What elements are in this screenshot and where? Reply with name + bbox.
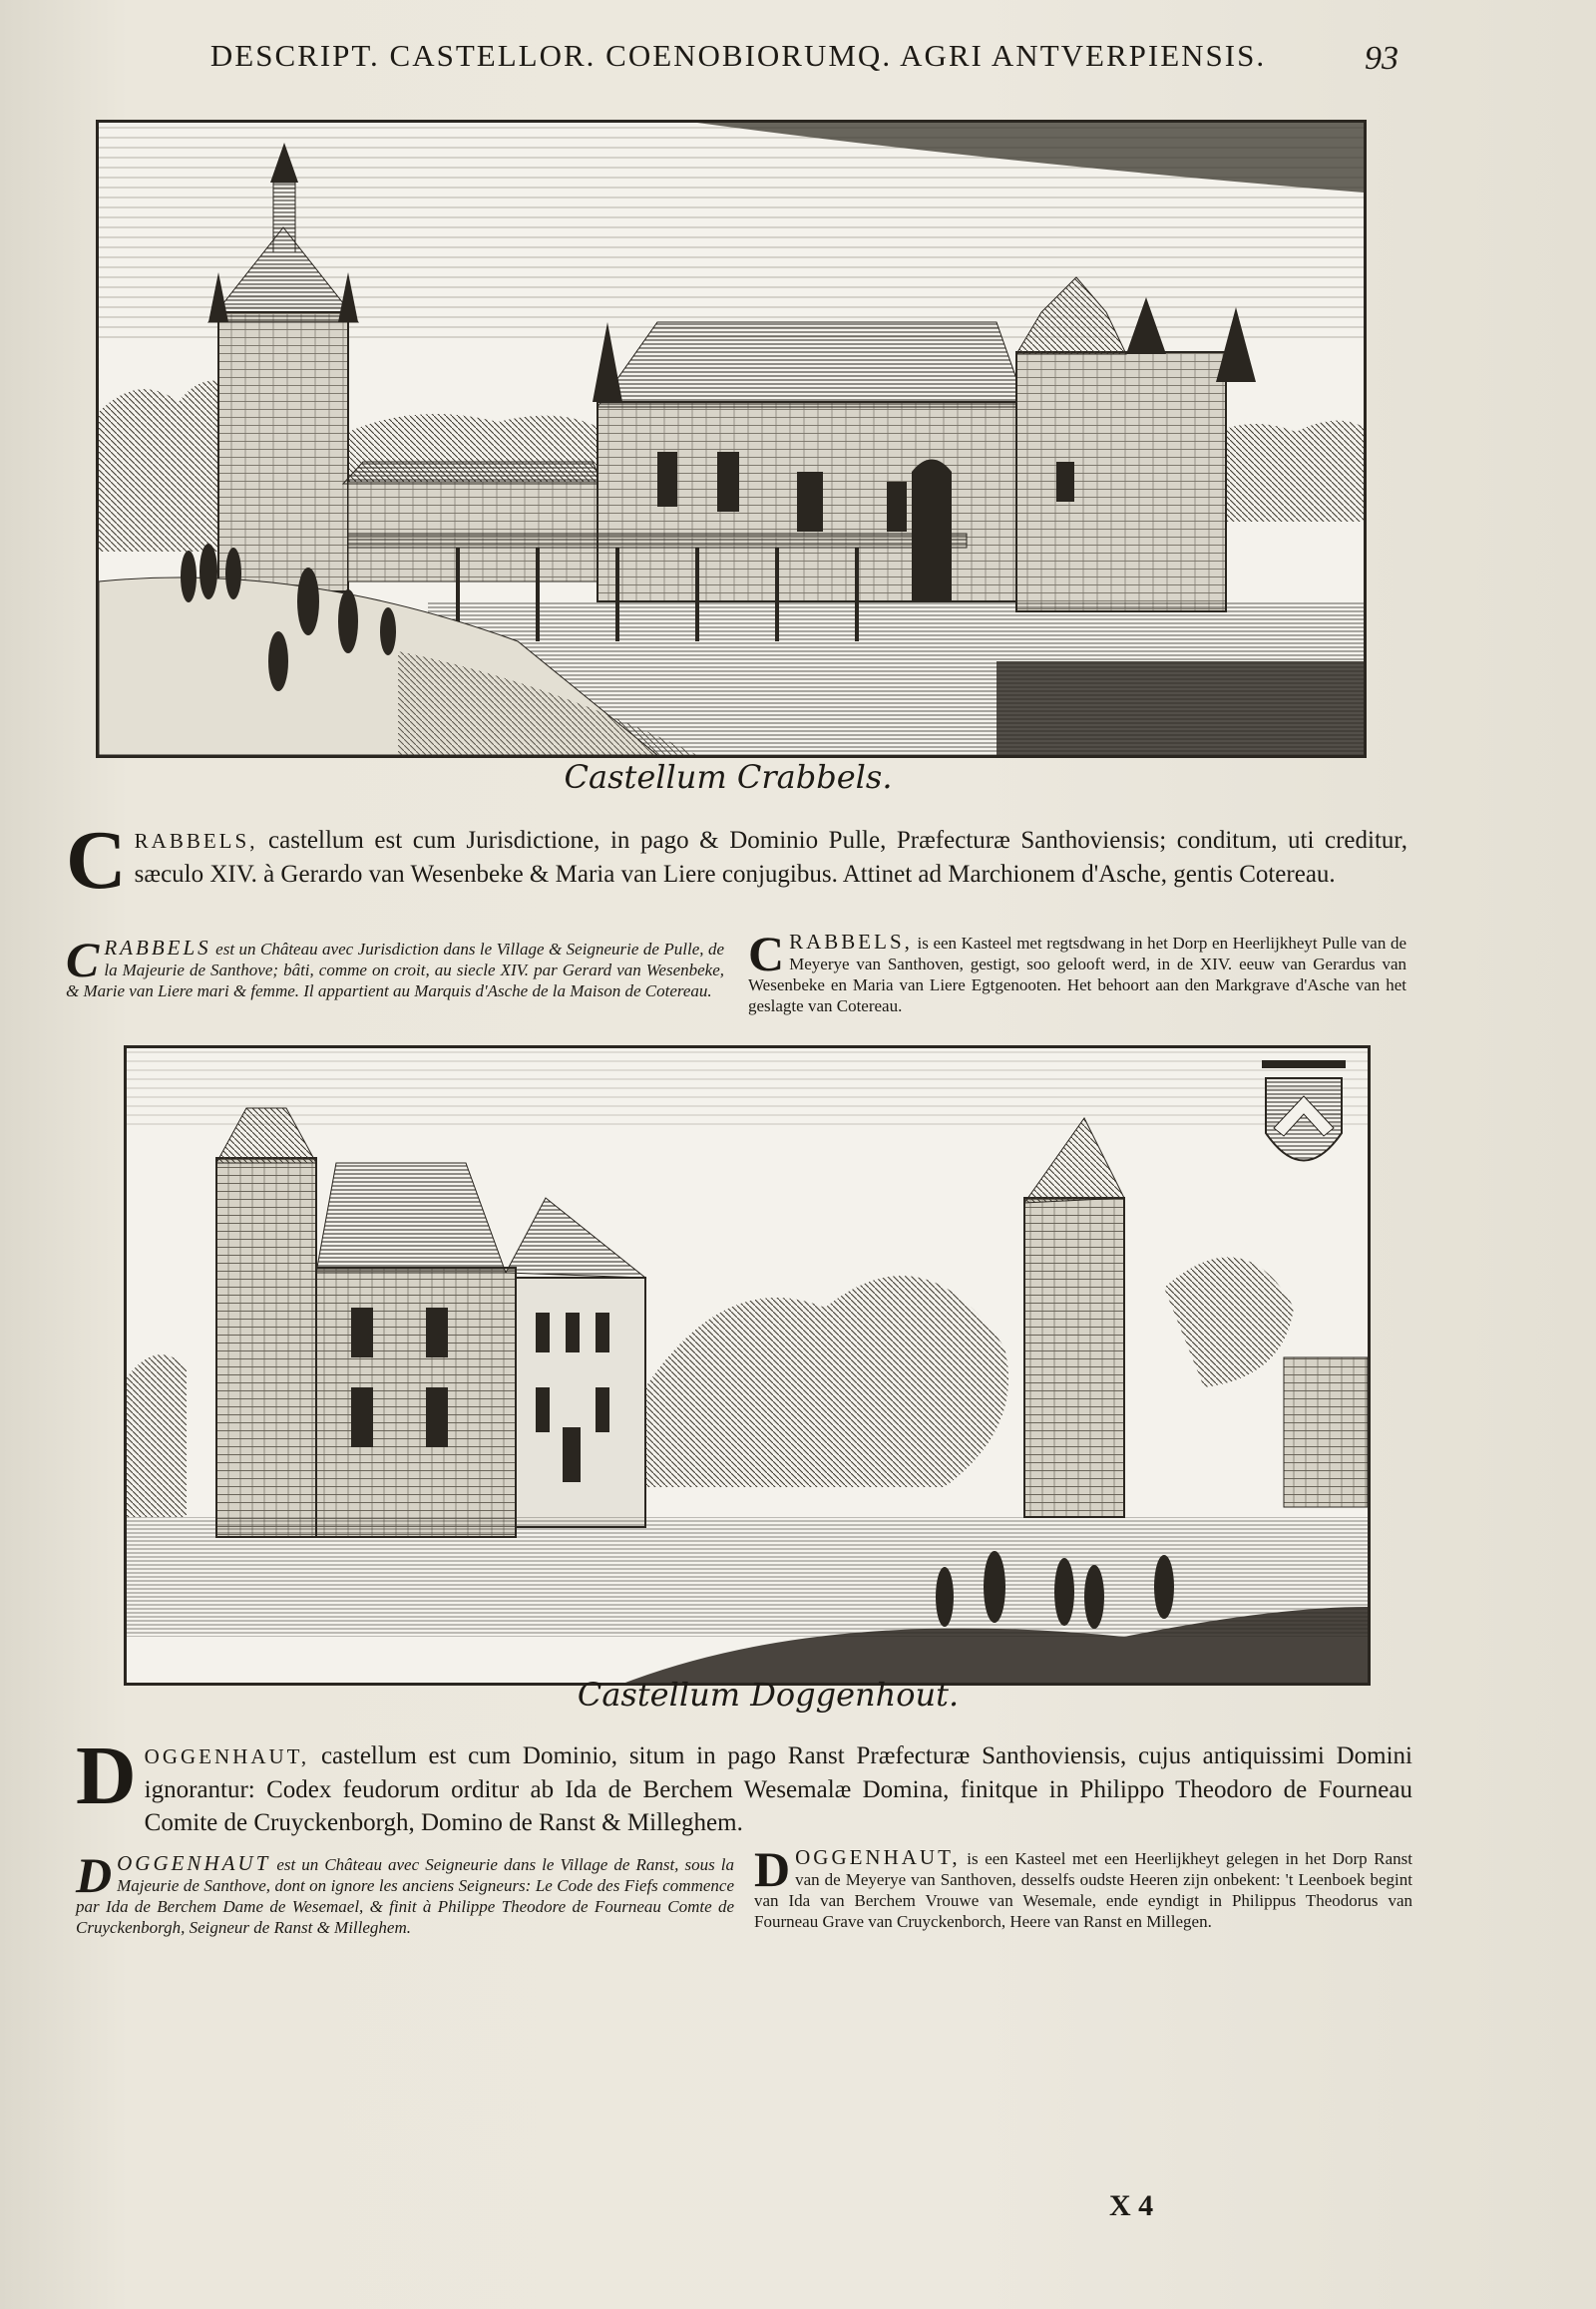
french-body: est un Château avec Jurisdiction dans le Village & Seigneurie de Pulle, de la Majeurie de Santhove; bâti, comme on croit, au siecle XIV. par Gerard van Wesenbeke, & Marie van Liere mari & femme. Il appartient au Marquis d'Asche de la Maison de Cotereau.	[66, 940, 724, 1000]
french-text-crabbels	[66, 932, 724, 1001]
drop-cap: C	[748, 926, 785, 981]
latin-body: castellum est cum Jurisdictione, in pago & Dominio Pulle, Præfecturæ Santhoviensis; conditum, uti creditur, sæculo XIV. à Gerardo van Wesenbeke & Maria van Liere conjugibus. Attinet ad Marchionem d'Asche, gentis Cotereau.	[134, 827, 1407, 888]
dutch-text-crabbels	[748, 926, 1406, 1016]
latin-text-doggenhout	[76, 1730, 1412, 1839]
engraving-doggenhout-drawing	[127, 1048, 1368, 1683]
caption-crabbels: Castellum Crabbels.	[564, 758, 893, 796]
signature-mark: X 4	[1109, 2189, 1154, 2222]
caption-doggenhout: Castellum Doggenhout.	[577, 1676, 960, 1714]
drop-cap: D	[76, 1847, 113, 1903]
running-head: DESCRIPT. CASTELLOR. COENOBIORUMQ. AGRI ANTVERPIENSIS.	[209, 38, 1267, 73]
entry-lead: OGGENHAUT,	[795, 1845, 961, 1869]
drop-cap: D	[76, 1730, 137, 1822]
dutch-text-doggenhout	[754, 1841, 1412, 1932]
engraving-castle-crabbels	[96, 120, 1367, 758]
latin-body: castellum est cum Dominio, situm in pago Ranst Præfecturæ Santhoviensis, cujus antiquissimi Domini ignorantur: Codex feudorum orditur ab Ida de Berchem Wesemalæ Domina, finitque in Philippo Theodoro de Fourneau Comite de Cruyckenborgh, Domino de Ranst & Milleghem.	[144, 1742, 1412, 1836]
entry-lead: OGGENHAUT	[117, 1851, 271, 1875]
entry-lead: RABBELS,	[134, 829, 258, 853]
drop-cap: C	[66, 814, 127, 907]
entry-lead: OGGENHAUT,	[144, 1744, 310, 1768]
french-body: est un Château avec Seigneurie dans le Village de Ranst, sous la Majeurie de Santhove, dont on ignore les anciens Seigneurs: Le Code des Fiefs commence par Ida de Berchem Dame de Wesemael, & finit à Philippe Theodore de Fourneau Comte de Cruyckenborgh, Seigneur de Ranst & Milleghem.	[76, 1855, 734, 1937]
entry-lead: RABBELS	[104, 936, 211, 960]
dutch-body: is een Kasteel met regtsdwang in het Dorp en Heerlijkheyt Pulle van de Meyerye van Santhoven, gestigt, soo gelooft werd, in de XIV. eeuw van Gerardus van Wesenbeke en Maria van Liere Egtgenooten. Het behoort aan den Markgrave d'Asche van het geslagte van Cotereau.	[748, 934, 1406, 1015]
entry-lead: RABBELS,	[789, 930, 913, 954]
dutch-body: is een Kasteel met een Heerlijkheyt gelegen in het Dorp Ranst van de Meyerye van Santhoven, desselfs oudste Heeren zijn onbekent: 't Leenboek begint van Ida van Berchem Vrouwe van Wesemale, ende eyndigt in Philippus Theodorus van Fourneau Grave van Cruyckenborch, Heere van Ranst en Millegen.	[754, 1849, 1412, 1931]
drop-cap: D	[754, 1841, 791, 1897]
french-text-doggenhout	[76, 1847, 734, 1938]
engraving-castle-doggenhout	[124, 1045, 1371, 1686]
latin-text-crabbels	[66, 814, 1407, 907]
engraving-crabbels-drawing	[99, 123, 1364, 755]
drop-cap: C	[66, 932, 100, 987]
page-number: 93	[1365, 40, 1398, 77]
